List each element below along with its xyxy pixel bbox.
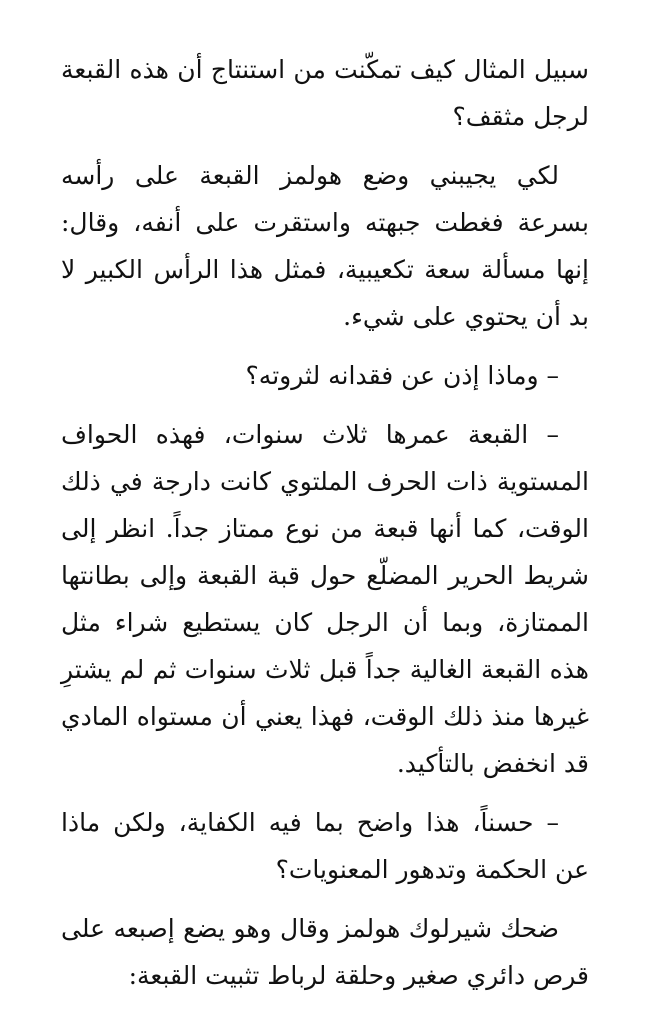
paragraph-dialogue-wisdom: – حسناً، هذا واضح بما فيه الكفاية، ولكن ماذا عن الحكمة وتدهور المعنويات؟	[61, 808, 589, 884]
paragraph-dialogue-fortune: – وماذا إذن عن فقدانه لثروته؟	[245, 361, 559, 390]
paragraph-holmes-hat-capacity: لكي يجيبني وضع هولمز القبعة على رأسه بسرعة فغطت جبهته واستقرت على أنفه، وقال: إنها مسألة سعة تكعيبية، فمثل هذا الرأس الكبير لا بد أن يحتوي على شيء.	[61, 161, 589, 331]
book-page	[61, 46, 589, 1011]
paragraph-dialogue-hat-age: – القبعة عمرها ثلاث سنوات، فهذه الحواف المستوية ذات الحرف الملتوي كانت دارجة في ذلك الوقت، كما أنها قبعة من نوع ممتاز جداً. انظر إلى شريط الحرير المضلّع حول قبة القبعة وإلى بطانتها الممتازة، وبما أن الرجل كان يستطيع شراء مثل هذه القبعة الغالية جداً قبل ثلاث سنوات ثم لم يشترِ غيرها منذ ذلك الوقت، فهذا يعني أن مستواه المادي قد انخفض بالتأكيد.	[61, 420, 589, 778]
paragraph-holmes-laughs: ضحك شيرلوك هولمز وقال وهو يضع إصبعه على قرص دائري صغير وحلقة لرباط تثبيت القبعة:	[61, 914, 589, 990]
paragraph-question-continuation: سبيل المثال كيف تمكّنت من استنتاج أن هذه القبعة لرجل مثقف؟	[61, 55, 589, 131]
